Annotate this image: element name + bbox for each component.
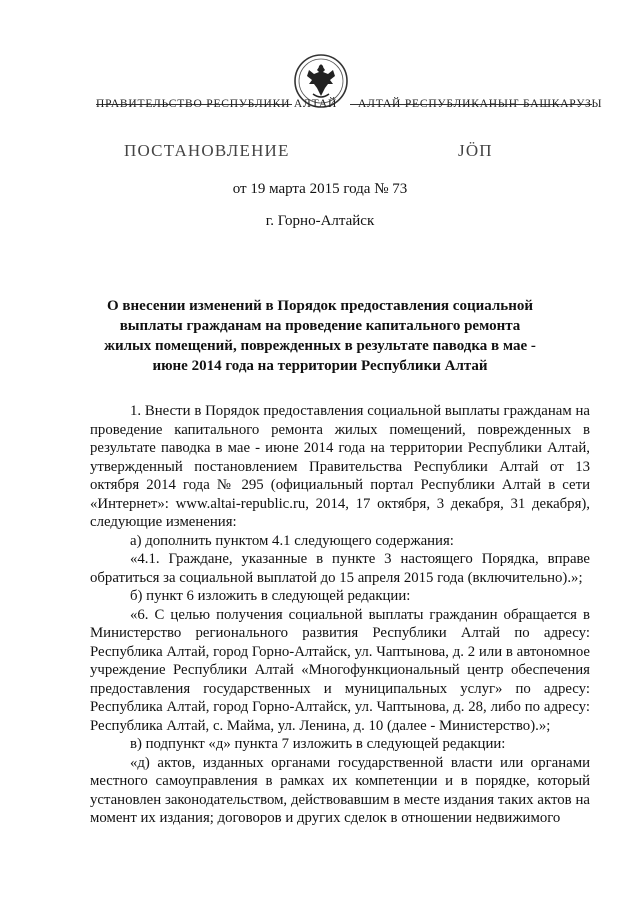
city: г. Горно-Алтайск — [265, 213, 375, 229]
document-body — [90, 402, 590, 828]
org-name-russian: ПРАВИТЕЛЬСТВО РЕСПУБЛИКИ АЛТАЙ — [96, 98, 338, 110]
paragraph: «д) актов, изданных органами государственной власти или органами местного самоуправления в рамках их компетенции и в порядке, который установлен законодательством, действовавшим в месте издания таких актов на момент их издания; договоров и других сделок в отношении недвижимого — [90, 754, 590, 826]
paragraph: «4.1. Граждане, указанные в пункте 3 настоящего Порядка, вправе обратиться за социальной выплатой до 15 апреля 2015 года (включительно).»; — [90, 551, 590, 586]
paragraph: а) дополнить пунктом 4.1 следующего содержания: — [130, 532, 454, 549]
paragraph: в) подпункт «д» пункта 7 изложить в следующей редакции: — [130, 736, 506, 752]
org-name-altai: АЛТАЙ РЕСПУБЛИКАНЫҤ БАШКАРУЗЫ — [358, 98, 603, 110]
doc-type-altai: ЈÖП — [458, 141, 493, 160]
paragraph: «6. С целью получения социальной выплаты гражданин обращается в Министерство регионального развития Республики Алтай по адресу: Республика Алтай, город Горно-Алтайск, ул. Чаптынова, д. 2 или в автономное учреждение Республики Алтай «Многофункциональный центр обеспечения предоставления государственных и муниципальных услуг» по адресу: Республика Алтай, город Горно-Алтайск, ул. Чаптынова, д. 28, либо по адресу: Республика Алтай, с. Майма, ул. Ленина, д. 10 (далее - Министерство).»; — [90, 606, 590, 734]
doc-type-russian: ПОСТАНОВЛЕНИЕ — [124, 141, 290, 160]
document-title: О внесении изменений в Порядок предоставления социальной выплаты гражданам на проведение капитального ремонта жилых помещений, поврежденных в результате паводка в мае - июне 2014 года на территории Республики Алтай — [104, 298, 536, 374]
date-number: от 19 марта 2015 года № 73 — [232, 181, 408, 197]
paragraph: б) пункт 6 изложить в следующей редакции: — [130, 588, 411, 604]
paragraph: 1. Внести в Порядок предоставления социальной выплаты гражданам на проведение капитального ремонта жилых помещений, поврежденных в результате паводка в мае - июне 2014 года на территории Республики Алтай, утвержденный постановлением Правительства Республики Алтай от 13 октября 2014 года № 295 (официальный портал Республики Алтай в сети «Интернет»: www.altai-republic.ru, 2014, 17 октября, 3 декабря, 31 декабря), следующие изменения: — [90, 403, 590, 530]
